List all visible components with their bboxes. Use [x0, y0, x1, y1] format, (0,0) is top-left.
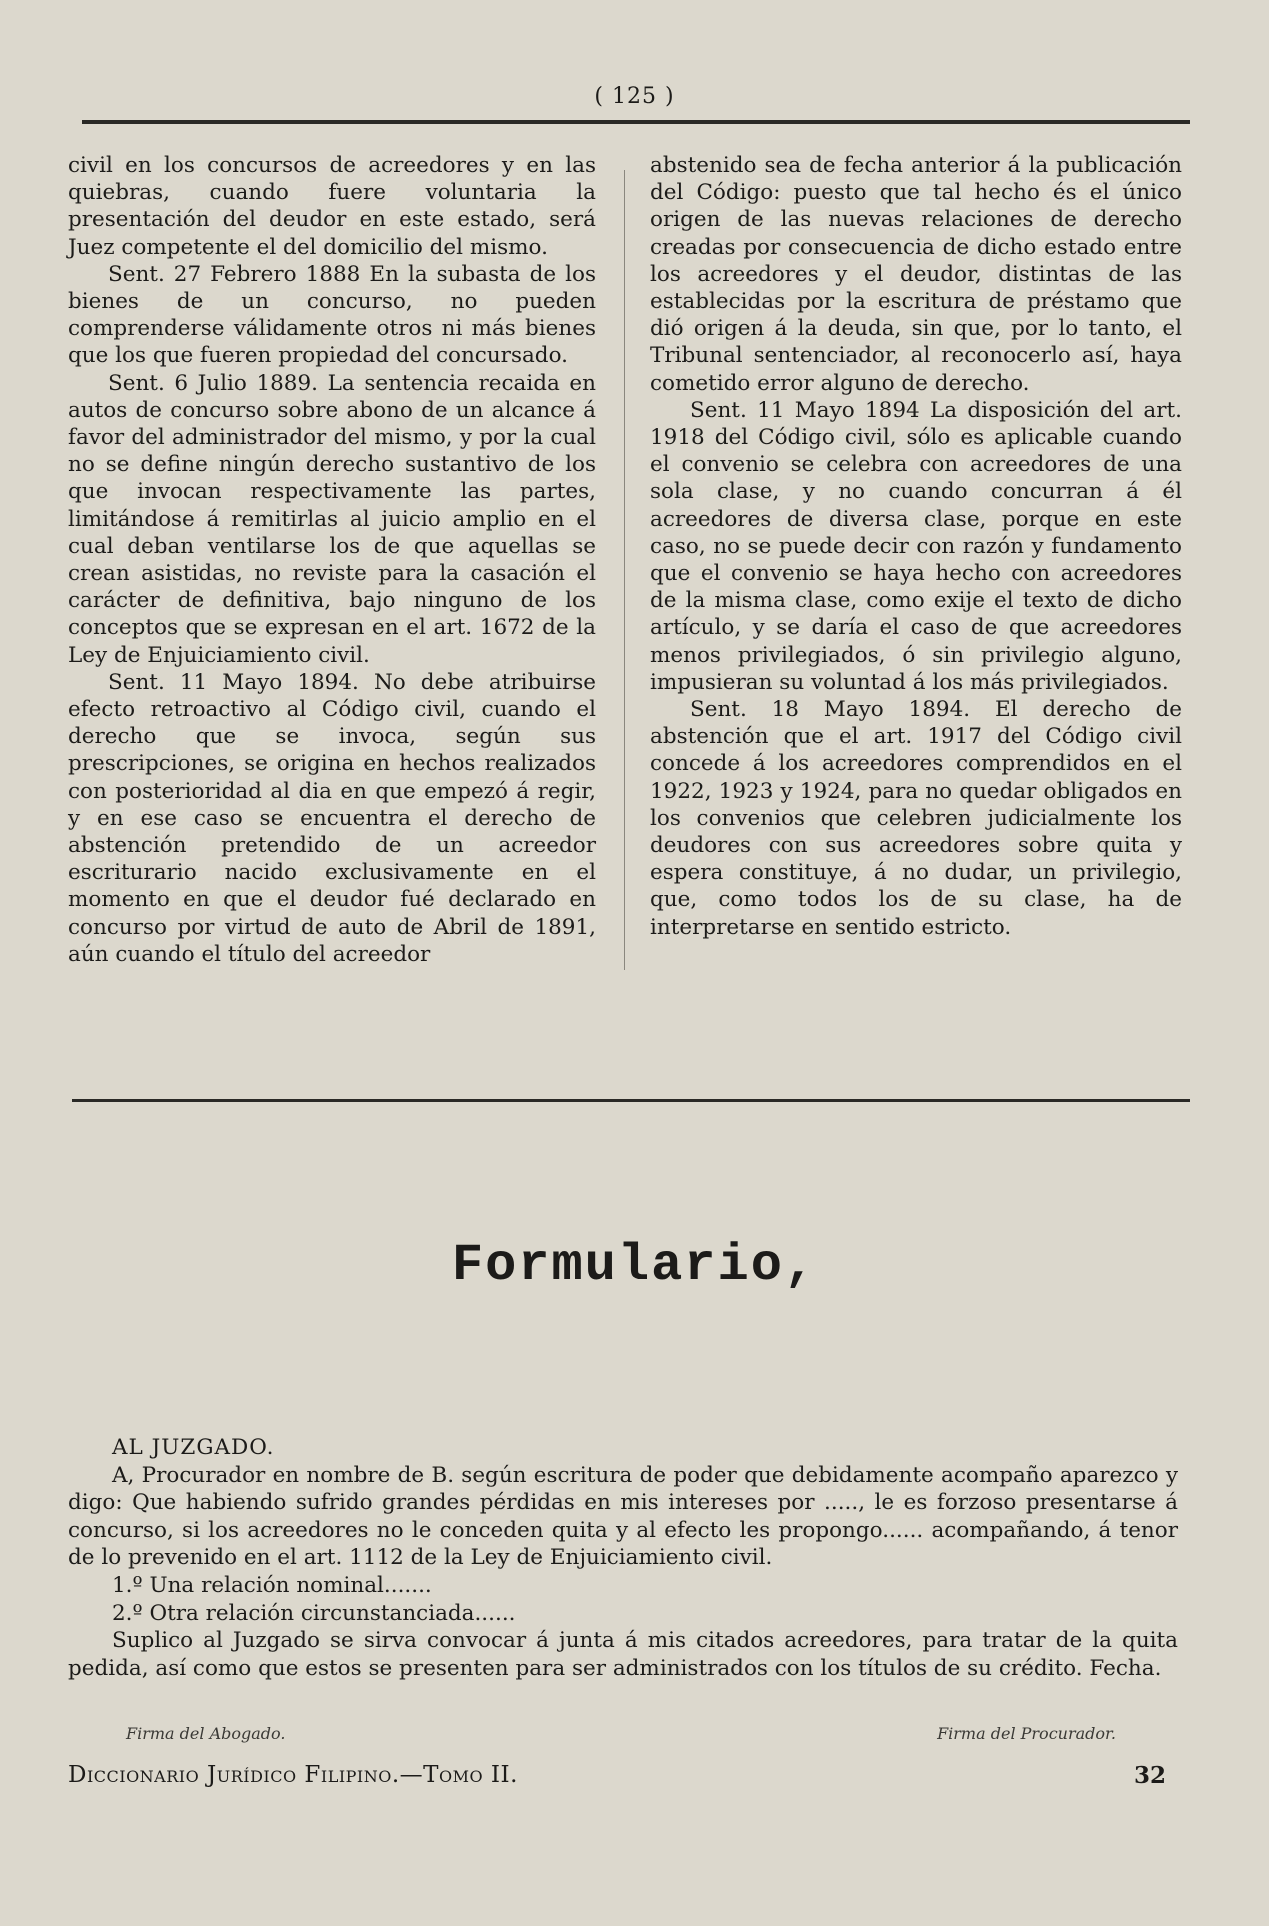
formulario-item-2: 2.º Otra relación circunstanciada......: [112, 1600, 516, 1626]
formulario-paragraph-1: A, Procurador en nombre de B. según escritura de poder que debidamente acompaño aparezco y digo: Que habiendo sufrido grandes pérdidas en mis intereses por ....., le es forzoso presentarse á concurso, si los acreedores no le conceden quita y al efecto les propongo...... acompañando, á tenor de lo prevenido en el art. 1112 de la Ley de Enjuiciamiento civil.: [68, 1462, 1178, 1571]
right-paragraph-3: Sent. 18 Mayo 1894. El derecho de abstención que el art. 1917 del Código civil concede á los acreedores comprendidos en el 1922, 1923 y 1924, para no quedar obligados en los convenios que celebren judicialmente los deudores con sus acreedores sobre quita y espera constituye, á no dudar, un privilegio, que, como todos los de su clase, ha de interpretarse en sentido estricto.: [650, 697, 1182, 940]
footer-title: Diccionario Jurídico Filipino.—Tomo II.: [68, 1762, 518, 1788]
formulario-body: [68, 1434, 1178, 1682]
left-paragraph-2: Sent. 27 Febrero 1888 En la subasta de los bienes de un concurso, no pueden comprenderse válidamente otros ni más bienes que los que fueren propiedad del concursado.: [68, 261, 596, 369]
formulario-title: Formulario,: [451, 1236, 818, 1295]
formulario-addressee: AL JUZGADO.: [112, 1435, 275, 1460]
header-rule: [82, 120, 1190, 124]
right-paragraph-2: Sent. 11 Mayo 1894 La disposición del art. 1918 del Código civil, sólo es aplicable cuando el convenio se celebra con acreedores de una sola clase, y no cuando concurran á él acreedores de diversa clase, porque en este caso, no se puede decir con razón y fundamento que el convenio se haya hecho con acreedores de la misma clase, como exije el texto de dicho artículo, y se daría el caso de que acreedores menos privilegiados, ó sin privilegio alguno, impusieran su voluntad á los más privilegiados.: [650, 397, 1182, 695]
left-column: [68, 152, 596, 968]
formulario-paragraph-2: Suplico al Juzgado se sirva convocar á junta á mis citados acreedores, para tratar de la quita pedida, así como que estos se presenten para ser administrados con los títulos de su crédito. Fecha.: [68, 1628, 1178, 1681]
left-paragraph-1: civil en los concursos de acreedores y en las quiebras, cuando fuere voluntaria la presentación del deudor en este estado, será Juez competente el del domicilio del mismo.: [68, 153, 596, 260]
left-paragraph-4: Sent. 11 Mayo 1894. No debe atribuirse efecto retroactivo al Código civil, cuando el derecho que se invoca, según sus prescripciones, se origina en hechos realizados con posterioridad al dia en que empezó á regir, y en ese caso se encuentra el derecho de abstención pretendido de un acreedor escriturario nacido exclusivamente en el momento en que el deudor fué declarado en concurso por virtud de auto de Abril de 1891, aún cuando el título del acreedor: [68, 669, 596, 967]
formulario-item-1: 1.º Una relación nominal.......: [112, 1572, 432, 1598]
right-column: [650, 152, 1182, 941]
column-divider: [624, 170, 625, 970]
page-footer: [68, 1762, 1178, 1788]
section-rule: [72, 1099, 1190, 1102]
right-paragraph-1: abstenido sea de fecha anterior á la publicación del Código: puesto que tal hecho és el único origen de las nuevas relaciones de derecho creadas por consecuencia de dicho estado entre los acreedores y el deudor, distintas de las establecidas por la escritura de préstamo que dió origen á la deuda, sin que, por lo tanto, el Tribunal sentenciador, al reconocerlo así, haya cometido error alguno de derecho.: [650, 153, 1182, 396]
lawyer-signature-label: Firma del Abogado.: [126, 1724, 286, 1743]
left-paragraph-3: Sent. 6 Julio 1889. La sentencia recaida en autos de concurso sobre abono de un alcance á favor del administrador del mismo, y por la cual no se define ningún derecho sustantivo de los que invocan respectivamente las partes, limitándose á remitirlas al juicio amplio en el cual deban ventilarse los de que aquellas se crean asistidas, no reviste para la casación el carácter de definitiva, bajo ninguno de los conceptos que se expresan en el art. 1672 de la Ley de Enjuiciamiento civil.: [68, 370, 596, 668]
page-number: ( 125 ): [594, 84, 675, 109]
signature-mark: 32: [1133, 1762, 1166, 1789]
procurator-signature-label: Firma del Procurador.: [937, 1724, 1116, 1743]
